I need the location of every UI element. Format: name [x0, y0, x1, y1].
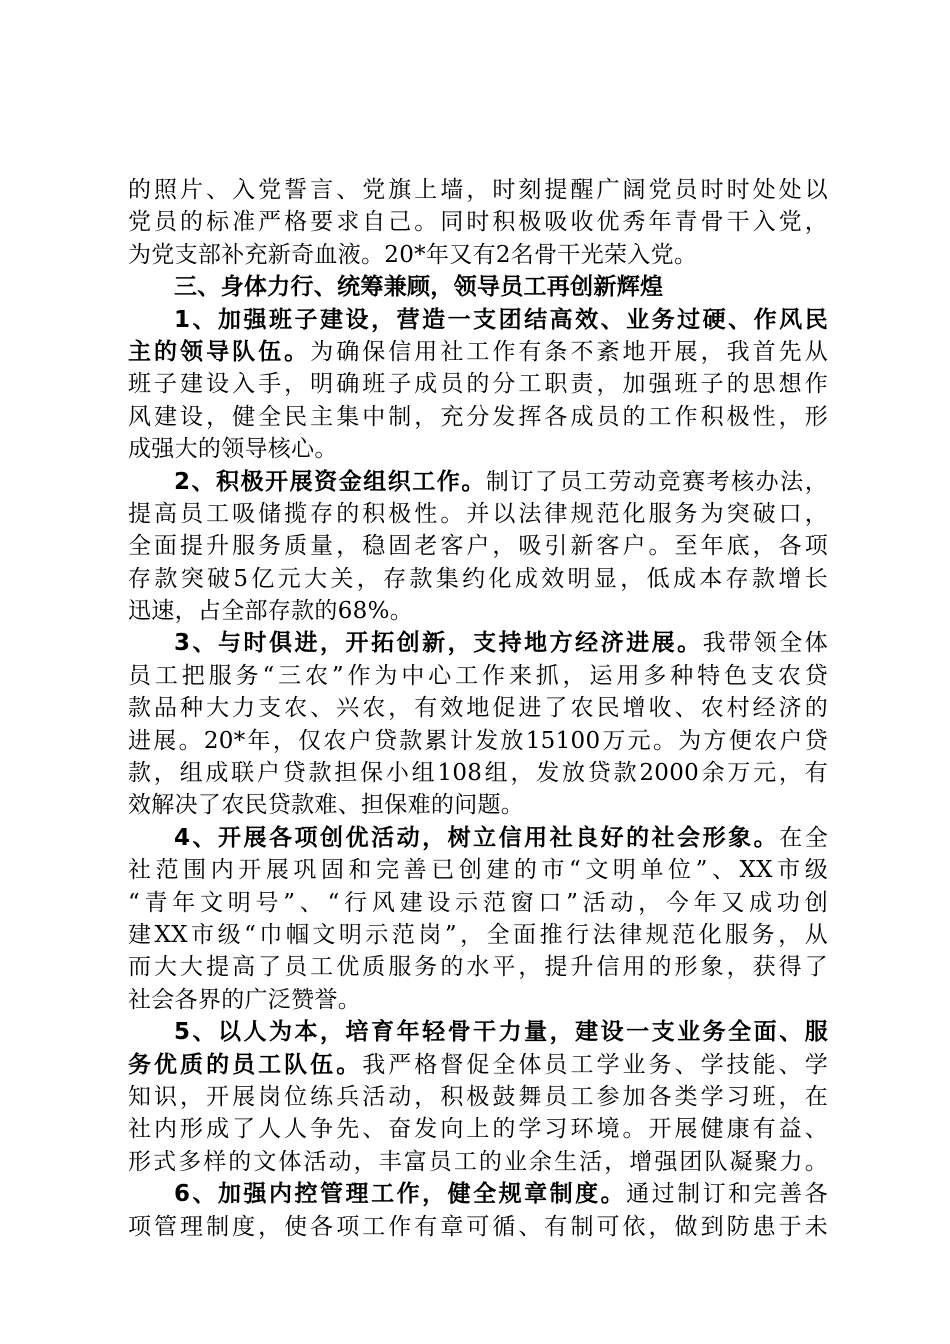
body-line: 风建设，健全民主集中制，充分发挥各成员的工作积极性，形: [128, 403, 828, 430]
body-line: 效解决了农民贷款难、担保难的问题。: [128, 792, 525, 819]
body-line: 为党支部补充新奇血液。20*年又有2名骨干光荣入党。: [128, 241, 698, 268]
body-line: 进展。20*年，仅农户贷款累计发放15100万元。为方便农户贷: [128, 727, 828, 754]
item-title: 6、加强内控管理工作，健全规章制度。: [174, 1181, 627, 1208]
body-text: 制订了员工劳动竞赛考核办法，: [485, 468, 829, 495]
item-title: 5、以人为本，培育年轻骨干力量，建设一支业务全面、服: [174, 1019, 828, 1046]
body-text: 为确保信用社工作有条不紊地开展，我首先从: [310, 338, 828, 365]
body-line: 的照片、入党誓言、党旗上墙，时刻提醒广阔党员时时处处以: [128, 177, 828, 203]
item-title: 主的领导队伍。: [128, 338, 311, 365]
body-line: 而大大提高了员工优质服务的水平，提升信用的形象，获得了: [128, 954, 828, 981]
item-title-line: [128, 822, 828, 854]
body-line: 款，组成联户贷款担保小组108组，发放贷款2000余万元，有: [128, 760, 828, 787]
document-page: [128, 174, 828, 1243]
item-title-line: [128, 1016, 828, 1048]
body-line: [128, 1049, 828, 1081]
body-text: 通过制订和完善各: [626, 1181, 828, 1208]
body-text: 我带领全体: [702, 630, 829, 657]
body-line: 提高员工吸储揽存的积极性。并以法律规范化服务为突破口，: [128, 500, 828, 527]
body-line: 迅速，占全部存款的68%。: [128, 598, 414, 625]
body-line: 班子建设入手，明确班子成员的分工职责，加强班子的思想作: [128, 371, 828, 398]
body-text: 在全: [779, 824, 828, 851]
section-heading: 三、身体力行、统筹兼顾，领导员工再创新辉煌: [174, 274, 664, 301]
body-line: 建XX市级“巾帼文明示范岗”，全面推行法律规范化服务，从: [128, 921, 828, 948]
item-title-line: [128, 304, 828, 336]
item-title-line: [128, 627, 828, 659]
body-line: “青年文明号”、“行风建设示范窗口”活动，今年又成功创: [128, 889, 828, 916]
body-line: 形式多样的文体活动，丰富员工的业余生活，增强团队凝聚力。: [128, 1148, 828, 1175]
item-title: 1、加强班子建设，营造一支团结高效、业务过硬、作风民: [174, 306, 828, 333]
body-line: [128, 336, 828, 368]
item-title: 4、开展各项创优活动，树立信用社良好的社会形象。: [174, 824, 780, 851]
item-title: 2、积极开展资金组织工作。: [174, 468, 486, 495]
body-line: 社内形成了人人争先、奋发向上的学习环境。开展健康有益、: [128, 1116, 828, 1143]
item-title: 务优质的员工队伍。: [128, 1051, 363, 1078]
body-line: 员工把服务“三农”作为中心工作来抓，运用多种特色支农贷: [128, 662, 828, 689]
body-line: 款品种大力支农、兴农，有效地促进了农民增收、农村经济的: [128, 695, 828, 722]
body-line: 存款突破5亿元大关，存款集约化成效明显，低成本存款增长: [128, 565, 828, 592]
item-title-line: [128, 1178, 828, 1210]
item-title-line: [128, 466, 828, 498]
body-line: 社范围内开展巩固和完善已创建的市“文明单位”、XX市级: [128, 857, 828, 884]
body-line: 成强大的领导核心。: [128, 436, 338, 463]
body-line: 知识，开展岗位练兵活动，积极鼓舞员工参加各类学习班，在: [128, 1083, 828, 1110]
body-line: 党员的标准严格要求自己。同时积极吸收优秀年青骨干入党，: [128, 209, 828, 236]
body-line: 社会各界的广泛赞誉。: [128, 986, 361, 1013]
item-title: 3、与时俱进，开拓创新，支持地方经济进展。: [174, 630, 703, 657]
body-text: 我严格督促全体员工学业务、学技能、学: [362, 1051, 829, 1078]
body-line: 全面提升服务质量，稳固老客户，吸引新客户。至年底，各项: [128, 533, 828, 560]
body-line: 项管理制度，使各项工作有章可循、有制可依，做到防患于未: [128, 1213, 828, 1240]
